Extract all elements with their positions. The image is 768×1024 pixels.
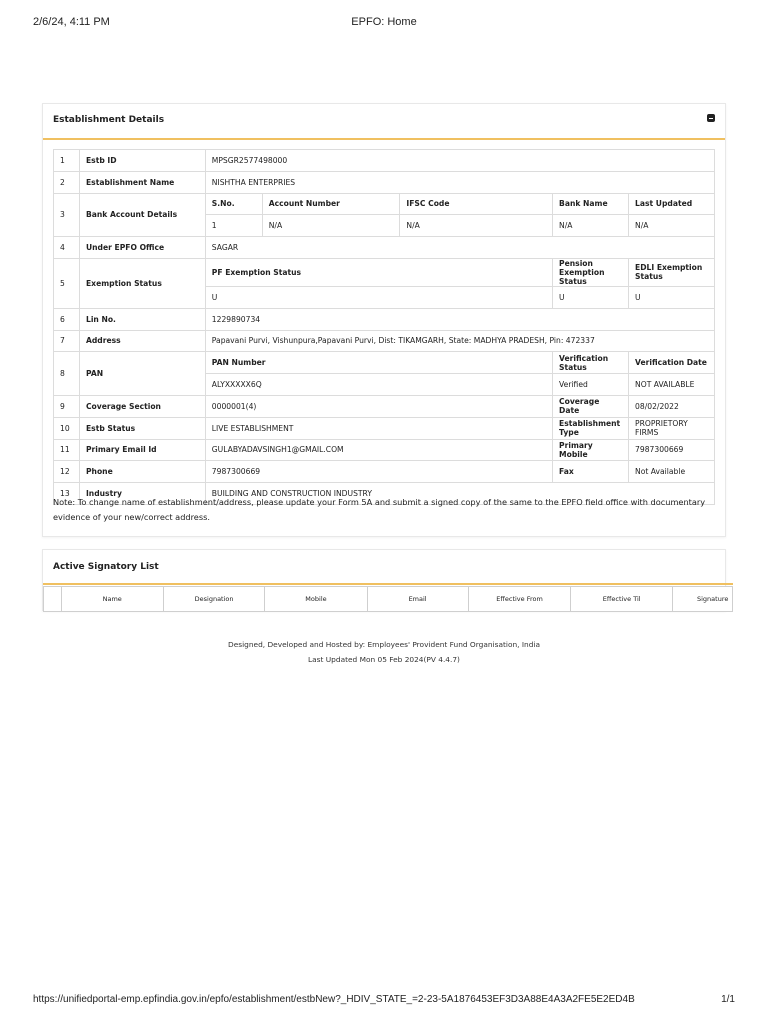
row-label: Industry <box>79 483 205 505</box>
table-row <box>54 308 715 330</box>
establishment-panel-header <box>43 104 725 140</box>
table-row <box>54 193 715 215</box>
table-row <box>54 417 715 439</box>
establishment-details-table <box>53 149 715 505</box>
row-label: Primary Email Id <box>79 439 205 461</box>
row-label: Phone <box>79 461 205 483</box>
column-header-designation[interactable]: Designation <box>163 587 265 612</box>
exemption-col-header: PF Exemption Status <box>205 258 552 286</box>
print-footer <box>33 994 735 1008</box>
bank-cell: N/A <box>629 215 715 237</box>
table-row <box>54 150 715 172</box>
estb-status-value: LIVE ESTABLISHMENT <box>205 417 552 439</box>
bank-col-header: Last Updated <box>629 193 715 215</box>
pan-col-header: Verification Status <box>553 352 629 374</box>
row-label: Address <box>79 330 205 352</box>
exemption-cell: U <box>553 286 629 308</box>
row-number: 6 <box>54 308 80 330</box>
signatory-panel-title: Active Signatory List <box>53 562 159 572</box>
table-row <box>54 439 715 461</box>
table-row <box>54 461 715 483</box>
row-label: Estb ID <box>79 150 205 172</box>
pan-cell: NOT AVAILABLE <box>629 374 715 396</box>
industry-value: BUILDING AND CONSTRUCTION INDUSTRY <box>205 483 714 505</box>
signatory-scroll-area[interactable] <box>43 550 733 612</box>
primary-mobile-value: 7987300669 <box>629 439 715 461</box>
table-row <box>54 237 715 259</box>
row-select-column <box>44 587 62 612</box>
exemption-col-header: Pension Exemption Status <box>553 258 629 286</box>
row-label: Establishment Type <box>553 417 629 439</box>
row-label: Estb Status <box>79 417 205 439</box>
row-label: Lin No. <box>79 308 205 330</box>
row-number: 1 <box>54 150 80 172</box>
row-label: Primary Mobile <box>553 439 629 461</box>
bank-cell: N/A <box>262 215 400 237</box>
table-row <box>54 171 715 193</box>
bank-col-header: S.No. <box>205 193 262 215</box>
column-header-signature[interactable]: Signature <box>673 587 733 612</box>
epfo-office-value: SAGAR <box>205 237 714 259</box>
bank-cell: 1 <box>205 215 262 237</box>
note-line: Note: To change name of establishment/address, please update your Form 5A and submit a signed copy of the same to the EPFO field office with documentary <box>53 497 706 507</box>
row-label: Coverage Date <box>553 395 629 417</box>
address-value: Papavani Purvi, Vishunpura,Papavani Purvi, Dist: TIKAMGARH, State: MADHYA PRADESH, Pin: 472337 <box>205 330 714 352</box>
column-header-email[interactable]: Email <box>367 587 468 612</box>
print-page-number: 1/1 <box>721 994 735 1005</box>
row-label: Under EPFO Office <box>79 237 205 259</box>
site-footer-last-updated: Last Updated Mon 05 Feb 2024(PV 4.4.7) <box>308 655 460 664</box>
print-header <box>33 16 735 30</box>
pan-col-header: PAN Number <box>205 352 552 374</box>
row-number: 3 <box>54 193 80 237</box>
establishment-details-panel <box>42 103 726 537</box>
bank-col-header: Account Number <box>262 193 400 215</box>
bank-col-header: Bank Name <box>553 193 629 215</box>
coverage-section-value: 0000001(4) <box>205 395 552 417</box>
print-url: https://unifiedportal-emp.epfindia.gov.in/epfo/establishment/estbNew?_HDIV_STATE_=2-23-5A1876453EF3D3A88E4A3A2FE5E2ED4B <box>33 994 635 1005</box>
active-signatory-panel <box>42 549 729 611</box>
row-label: Coverage Section <box>79 395 205 417</box>
exemption-cell: U <box>629 286 715 308</box>
table-row <box>54 258 715 286</box>
row-number: 12 <box>54 461 80 483</box>
exemption-col-header: EDLI Exemption Status <box>629 258 715 286</box>
bank-cell: N/A <box>553 215 629 237</box>
row-number: 8 <box>54 352 80 396</box>
row-label: PAN <box>79 352 205 396</box>
signatory-header-row <box>44 587 733 612</box>
coverage-date-value: 08/02/2022 <box>629 395 715 417</box>
row-number: 13 <box>54 483 80 505</box>
pan-cell: Verified <box>553 374 629 396</box>
row-number: 11 <box>54 439 80 461</box>
bank-col-header: IFSC Code <box>400 193 553 215</box>
establishment-name-value: NISHTHA ENTERPRIES <box>205 171 714 193</box>
print-page-title: EPFO: Home <box>351 16 417 28</box>
pan-col-header: Verification Date <box>629 352 715 374</box>
primary-email-value: GULABYADAVSINGH1@GMAIL.COM <box>205 439 552 461</box>
note-line: evidence of your new/correct address. <box>53 511 210 522</box>
column-header-name[interactable]: Name <box>61 587 163 612</box>
table-row <box>54 330 715 352</box>
signatory-table <box>43 586 733 612</box>
row-label: Bank Account Details <box>79 193 205 237</box>
row-number: 7 <box>54 330 80 352</box>
lin-value: 1229890734 <box>205 308 714 330</box>
fax-value: Not Available <box>629 461 715 483</box>
row-number: 4 <box>54 237 80 259</box>
table-row <box>54 395 715 417</box>
row-label: Fax <box>553 461 629 483</box>
print-datetime: 2/6/24, 4:11 PM <box>33 16 110 28</box>
row-number: 9 <box>54 395 80 417</box>
estb-id-value: MPSGR2577498000 <box>205 150 714 172</box>
row-number: 5 <box>54 258 80 308</box>
pan-cell: ALYXXXXX6Q <box>205 374 552 396</box>
signatory-panel-header <box>43 550 733 585</box>
establishment-panel-title: Establishment Details <box>53 115 165 125</box>
collapse-icon[interactable] <box>707 114 715 122</box>
establishment-type-value: PROPRIETORY FIRMS <box>629 417 715 439</box>
table-row <box>54 352 715 374</box>
site-footer-credit: Designed, Developed and Hosted by: Employees' Provident Fund Organisation, India <box>228 640 540 649</box>
row-number: 10 <box>54 417 80 439</box>
column-header-effective-from[interactable]: Effective From <box>468 587 571 612</box>
bank-cell: N/A <box>400 215 553 237</box>
column-header-mobile[interactable]: Mobile <box>265 587 367 612</box>
phone-value: 7987300669 <box>205 461 552 483</box>
row-number: 2 <box>54 171 80 193</box>
exemption-cell: U <box>205 286 552 308</box>
address-change-note <box>53 495 715 524</box>
column-header-effective-till[interactable]: Effective Til <box>571 587 673 612</box>
row-label: Exemption Status <box>79 258 205 308</box>
row-label: Establishment Name <box>79 171 205 193</box>
